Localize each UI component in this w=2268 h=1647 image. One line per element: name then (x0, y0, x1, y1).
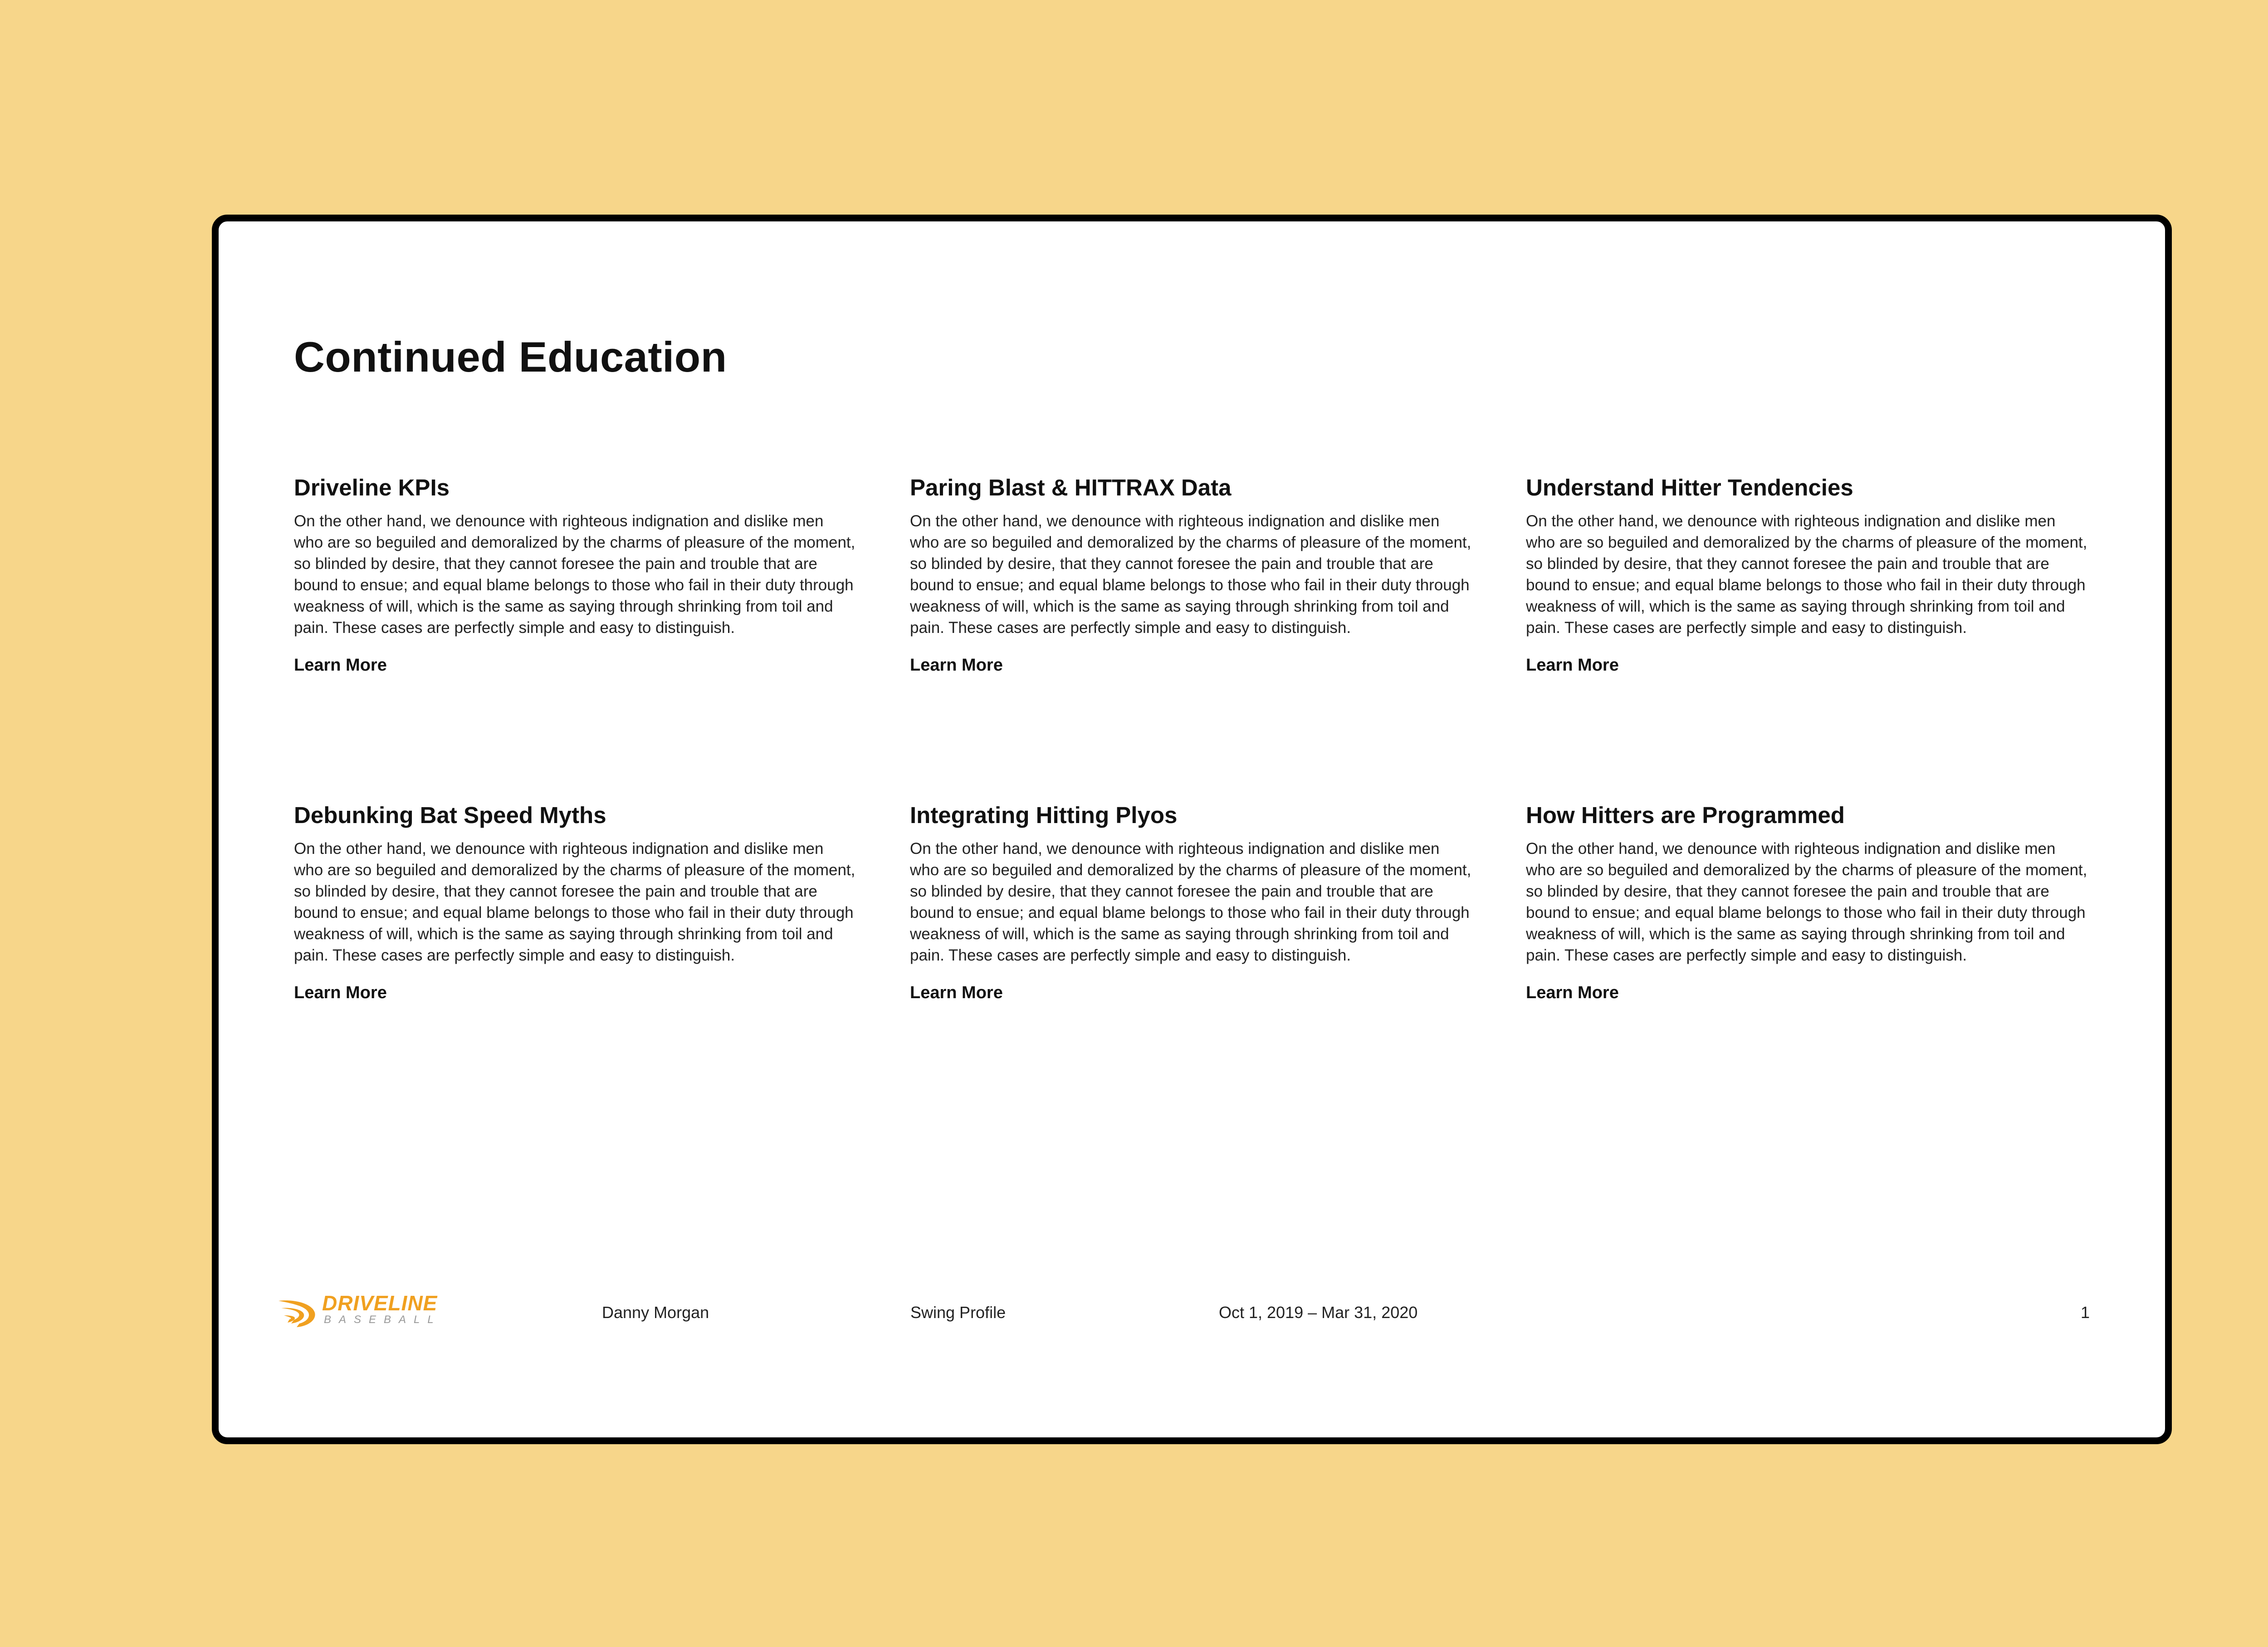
logo-wordmark: DRIVELINE (322, 1291, 438, 1315)
page-title: Continued Education (294, 333, 727, 381)
card-title: Integrating Hitting Plyos (910, 802, 1178, 828)
learn-more-link[interactable]: Learn More (1526, 655, 1619, 675)
report-type: Swing Profile (910, 1303, 1006, 1322)
education-card (910, 473, 1472, 710)
learn-more-link[interactable]: Learn More (294, 983, 387, 1002)
learn-more-link[interactable]: Learn More (910, 983, 1003, 1002)
learn-more-link[interactable]: Learn More (910, 655, 1003, 675)
education-grid (294, 473, 2091, 1038)
education-card (910, 801, 1472, 1038)
learn-more-link[interactable]: Learn More (294, 655, 387, 675)
education-card (1526, 473, 2088, 710)
education-card (294, 473, 856, 710)
card-body: On the other hand, we denounce with righteous indignation and dislike men who are so beguiled and demoralized by the charms of pleasure of the moment, so blinded by desire, that they cannot foresee the pain and trouble that are bound to ensue; and equal blame belongs to those who fail in their duty through weakness of will, which is the same as saying through shrinking from toil and pain. These cases are perfectly simple and easy to distinguish. (294, 839, 855, 964)
card-title: Paring Blast & HITTRAX Data (910, 475, 1232, 500)
logo-subtext: BASEBALL (324, 1314, 441, 1326)
card-title: Understand Hitter Tendencies (1526, 475, 1853, 500)
athlete-name: Danny Morgan (602, 1303, 709, 1322)
education-card (1526, 801, 2088, 1038)
learn-more-link[interactable]: Learn More (1526, 983, 1619, 1002)
education-card (294, 801, 856, 1038)
driveline-logo (277, 1291, 449, 1331)
card-body: On the other hand, we denounce with righteous indignation and dislike men who are so beguiled and demoralized by the charms of pleasure of the moment, so blinded by desire, that they cannot foresee the pain and trouble that are bound to ensue; and equal blame belongs to those who fail in their duty through weakness of will, which is the same as saying through shrinking from toil and pain. These cases are perfectly simple and easy to distinguish. (910, 839, 1471, 964)
page-footer (219, 1291, 2165, 1331)
card-body: On the other hand, we denounce with righteous indignation and dislike men who are so beguiled and demoralized by the charms of pleasure of the moment, so blinded by desire, that they cannot foresee the pain and trouble that are bound to ensue; and equal blame belongs to those who fail in their duty through weakness of will, which is the same as saying through shrinking from toil and pain. These cases are perfectly simple and easy to distinguish. (910, 512, 1471, 637)
driveline-swoosh-icon (277, 1297, 318, 1329)
card-body: On the other hand, we denounce with righteous indignation and dislike men who are so beguiled and demoralized by the charms of pleasure of the moment, so blinded by desire, that they cannot foresee the pain and trouble that are bound to ensue; and equal blame belongs to those who fail in their duty through weakness of will, which is the same as saying through shrinking from toil and pain. These cases are perfectly simple and easy to distinguish. (294, 512, 855, 637)
card-title: Debunking Bat Speed Myths (294, 802, 606, 828)
page-number: 1 (2080, 1303, 2090, 1322)
date-range: Oct 1, 2019 – Mar 31, 2020 (1219, 1303, 1418, 1322)
card-body: On the other hand, we denounce with righteous indignation and dislike men who are so beguiled and demoralized by the charms of pleasure of the moment, so blinded by desire, that they cannot foresee the pain and trouble that are bound to ensue; and equal blame belongs to those who fail in their duty through weakness of will, which is the same as saying through shrinking from toil and pain. These cases are perfectly simple and easy to distinguish. (1526, 512, 2087, 637)
card-body: On the other hand, we denounce with righteous indignation and dislike men who are so beguiled and demoralized by the charms of pleasure of the moment, so blinded by desire, that they cannot foresee the pain and trouble that are bound to ensue; and equal blame belongs to those who fail in their duty through weakness of will, which is the same as saying through shrinking from toil and pain. These cases are perfectly simple and easy to distinguish. (1526, 839, 2087, 964)
card-title: Driveline KPIs (294, 475, 450, 500)
report-page (212, 215, 2172, 1444)
card-title: How Hitters are Programmed (1526, 802, 1845, 828)
